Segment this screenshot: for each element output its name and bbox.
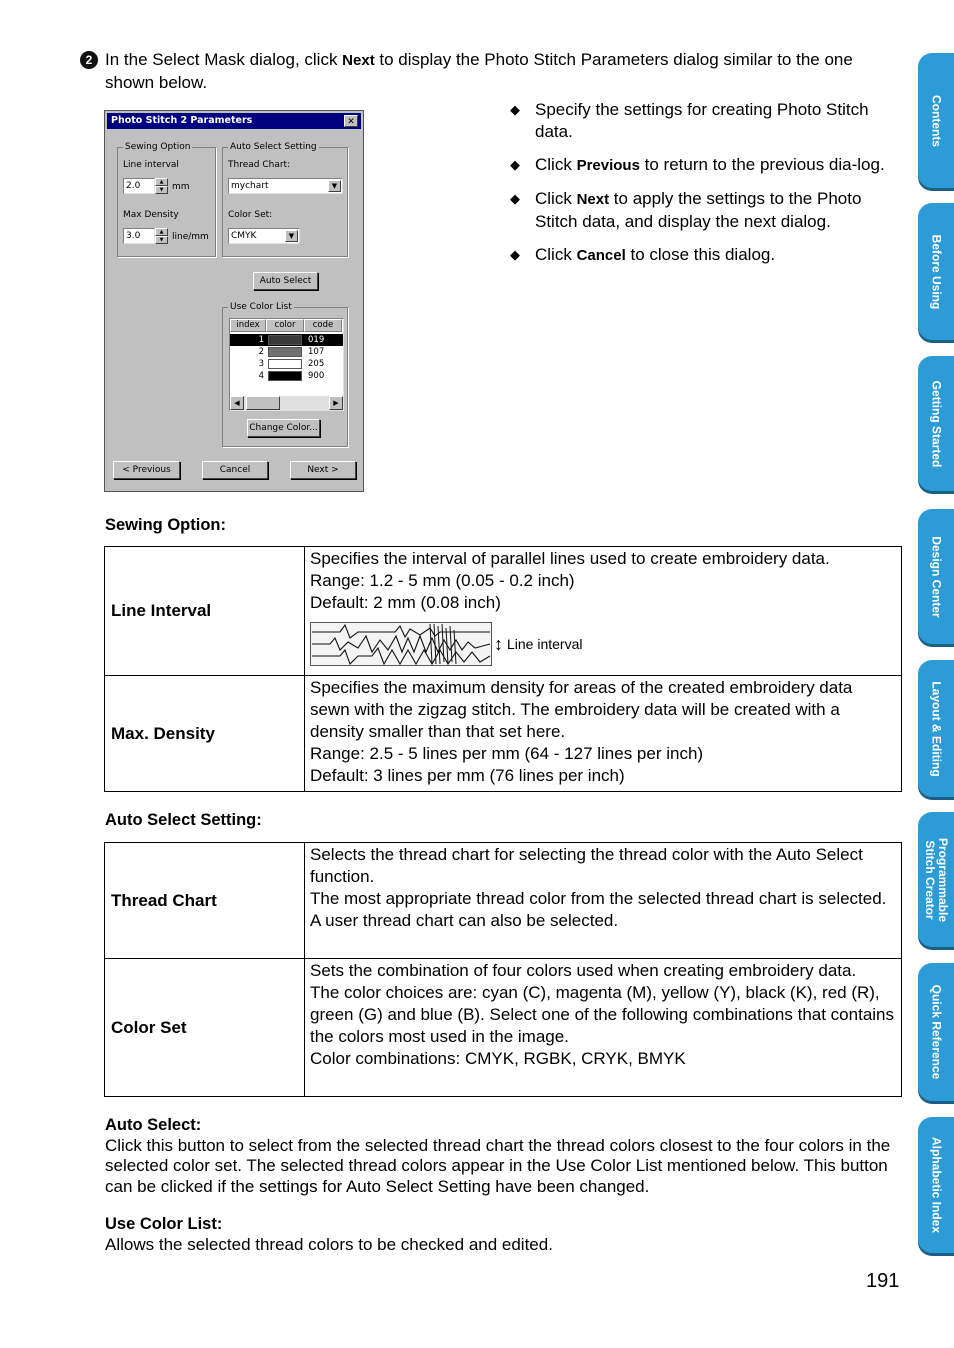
list-index: 3 <box>258 359 264 369</box>
bullet-item <box>510 154 902 177</box>
tab-label: Programmable Stitch Creator <box>923 837 950 922</box>
tab-label: Contents <box>929 94 944 147</box>
dialog-title: Photo Stitch 2 Parameters <box>111 115 253 126</box>
tab-before-using[interactable] <box>918 203 954 340</box>
tab-getting-started[interactable] <box>918 356 954 491</box>
bullet-item <box>510 99 902 143</box>
tab-layout-editing[interactable] <box>918 660 954 797</box>
line-interval-figure-label: Line interval <box>507 636 583 652</box>
desc-line: Sets the combination of four colors used when creating embroidery data. <box>310 961 857 980</box>
desc-line: Default: 2 mm (0.08 inch) <box>310 593 501 612</box>
auto-select-button[interactable]: Auto Select <box>253 272 318 290</box>
auto-select-setting-heading: Auto Select Setting: <box>105 811 262 829</box>
max-density-unit: line/mm <box>172 232 209 242</box>
desc-line: Specifies the interval of parallel lines used to create embroidery data. <box>310 549 830 568</box>
bullet-text: to close this dialog. <box>625 245 776 264</box>
scroll-thumb[interactable] <box>246 396 280 410</box>
bullet-text: Click <box>535 155 577 174</box>
list-code: 107 <box>308 347 325 357</box>
tab-design-center[interactable] <box>918 509 954 644</box>
list-index: 4 <box>258 371 264 381</box>
intro-text-after: to display the Photo Stitch Parameters dialog similar to the one shown below. <box>105 50 853 92</box>
tab-quick-reference[interactable] <box>918 963 954 1101</box>
color-set-description <box>305 959 902 1097</box>
auto-select-setting-group <box>222 142 348 257</box>
list-item[interactable] <box>230 370 343 382</box>
previous-button[interactable]: < Previous <box>113 461 180 479</box>
auto-select-heading: Auto Select: <box>105 1116 202 1134</box>
desc-line: Default: 3 lines per mm (76 lines per inch) <box>310 766 625 785</box>
use-color-list-text: Allows the selected thread colors to be checked and edited. <box>105 1234 553 1254</box>
column-header-color[interactable]: color <box>266 319 304 332</box>
bullet-text: to return to the previous dia-log. <box>639 155 885 174</box>
column-header-index[interactable]: index <box>230 319 266 332</box>
table-row <box>105 959 902 1097</box>
column-header-code[interactable]: code <box>304 319 342 332</box>
bullet-text: Specify the settings for creating Photo Stitch data. <box>535 100 869 141</box>
thread-chart-term: Thread Chart <box>105 843 305 959</box>
bullet-text: Click <box>535 245 577 264</box>
desc-line: Selects the thread chart for selecting the thread color with the Auto Select function. <box>310 845 863 886</box>
use-color-list-group <box>222 302 348 447</box>
diamond-icon: ◆ <box>510 247 520 262</box>
desc-line: Range: 1.2 - 5 mm (0.05 - 0.2 inch) <box>310 571 575 590</box>
diamond-icon: ◆ <box>510 191 520 206</box>
tab-label: Quick Reference <box>929 984 944 1080</box>
change-color-button[interactable]: Change Color... <box>247 419 320 437</box>
diamond-icon: ◆ <box>510 102 520 117</box>
auto-select-setting-table <box>104 842 902 1097</box>
line-interval-unit: mm <box>172 182 190 192</box>
bullet-item <box>510 244 902 267</box>
tab-label: Before Using <box>929 234 944 309</box>
bullet-keyword: Next <box>576 191 610 208</box>
max-density-label: Max Density <box>123 210 179 220</box>
list-code: 205 <box>308 359 325 369</box>
step-number: 2 <box>80 51 98 69</box>
tab-contents[interactable] <box>918 53 954 188</box>
line-interval-term: Line Interval <box>105 547 305 676</box>
max-density-description <box>305 676 902 792</box>
desc-line: Range: 2.5 - 5 lines per mm (64 - 127 lines per inch) <box>310 744 704 763</box>
tab-label: Layout & Editing <box>929 680 944 777</box>
diamond-icon: ◆ <box>510 157 520 172</box>
auto-select-text: Click this button to select from the selected thread chart the thread colors closest to the four colors in the selected color set. The selected thread colors appear in the Use Color List mentioned below. This button can be clicked if the settings for Auto Select Setting have been changed. <box>105 1135 891 1196</box>
bullet-item <box>510 188 902 233</box>
sewing-option-table <box>104 546 902 792</box>
use-color-list-section <box>105 1214 903 1255</box>
horizontal-scrollbar[interactable] <box>230 396 343 410</box>
bullet-text: Click <box>535 189 577 208</box>
list-code: 900 <box>308 371 325 381</box>
color-list[interactable] <box>229 318 344 411</box>
dialog-titlebar <box>107 113 361 129</box>
auto-select-setting-group-label: Auto Select Setting <box>230 142 317 152</box>
line-interval-label: Line interval <box>123 160 179 170</box>
intro-keyword: Next <box>342 52 375 69</box>
desc-line: Color combinations: CMYK, RGBK, CRYK, BMYK <box>310 1049 686 1068</box>
desc-line: A user thread chart can also be selected. <box>310 911 619 930</box>
list-index: 2 <box>258 347 264 357</box>
tab-label: Alphabetic Index <box>929 1136 944 1234</box>
intro-step <box>80 49 880 94</box>
line-interval-description <box>305 547 902 676</box>
list-code: 019 <box>308 335 325 345</box>
arrow-up-down-icon: ↕ <box>494 634 503 654</box>
desc-line: Specifies the maximum density for areas of the created embroidery data sewn with the zigzag stitch. The embroidery data will be created with a density smaller than that set here. <box>310 678 853 741</box>
use-color-list-group-label: Use Color List <box>230 302 292 312</box>
sewing-option-group <box>117 142 216 257</box>
tab-label: Design Center <box>929 535 944 618</box>
color-set-term: Color Set <box>105 959 305 1097</box>
table-row <box>105 676 902 792</box>
next-button[interactable]: Next > <box>290 461 356 479</box>
line-interval-spinner[interactable]: ▲ ▼ <box>155 178 168 194</box>
dialog-close-button[interactable]: ✕ <box>344 115 358 127</box>
desc-line: The color choices are: cyan (C), magenta (M), yellow (Y), black (K), red (R), green (G) and blue (B). Select one of the following combinations that contains the colors most used in the image. <box>310 983 895 1046</box>
bullet-keyword: Previous <box>576 157 640 174</box>
thread-chart-select[interactable] <box>228 178 343 194</box>
max-density-term: Max. Density <box>105 676 305 792</box>
list-item[interactable] <box>230 334 343 346</box>
scroll-right-icon[interactable]: ▶ <box>329 396 343 410</box>
bullet-text: to apply the settings to the Photo Stitch data, and display the next dialog. <box>535 189 862 231</box>
max-density-spinner[interactable]: ▲ ▼ <box>155 228 168 244</box>
cancel-button[interactable]: Cancel <box>202 461 268 479</box>
sewing-option-group-label: Sewing Option <box>125 142 191 152</box>
thread-chart-value: mychart <box>231 181 269 191</box>
line-interval-figure <box>310 622 896 666</box>
bullet-keyword: Cancel <box>576 247 626 264</box>
max-density-input[interactable]: 3.0 <box>123 228 155 244</box>
intro-text-before: In the Select Mask dialog, click <box>105 50 343 69</box>
tab-programmable-stitch-creator[interactable] <box>918 812 954 947</box>
desc-line: The most appropriate thread color from the selected thread chart is selected. <box>310 889 887 908</box>
thread-chart-description <box>305 843 902 959</box>
scroll-left-icon[interactable]: ◀ <box>230 396 244 410</box>
chevron-down-icon[interactable]: ▼ <box>285 230 298 242</box>
list-item[interactable] <box>230 346 343 358</box>
stitch-pattern-image <box>310 622 492 666</box>
list-index: 1 <box>258 335 264 345</box>
color-set-value: CMYK <box>231 231 257 241</box>
intro-text <box>80 49 880 94</box>
bullet-list <box>510 99 902 278</box>
auto-select-section <box>105 1115 903 1197</box>
tab-label: Getting Started <box>929 380 944 467</box>
sewing-option-heading: Sewing Option: <box>105 516 226 534</box>
table-row <box>105 547 902 676</box>
chevron-down-icon[interactable]: ▼ <box>328 180 341 192</box>
color-swatch <box>268 371 302 381</box>
page-number: 191 <box>866 1270 900 1292</box>
color-swatch <box>268 359 302 369</box>
tab-alphabetic-index[interactable] <box>918 1117 954 1253</box>
thread-chart-label: Thread Chart: <box>228 160 291 170</box>
color-swatch <box>268 335 302 345</box>
color-set-label: Color Set: <box>228 210 273 220</box>
color-set-select[interactable] <box>228 228 300 244</box>
table-row <box>105 843 902 959</box>
color-swatch <box>268 347 302 357</box>
use-color-list-heading: Use Color List: <box>105 1215 223 1233</box>
photo-stitch-parameters-dialog <box>104 110 364 492</box>
list-item[interactable] <box>230 358 343 370</box>
line-interval-input[interactable]: 2.0 <box>123 178 155 194</box>
